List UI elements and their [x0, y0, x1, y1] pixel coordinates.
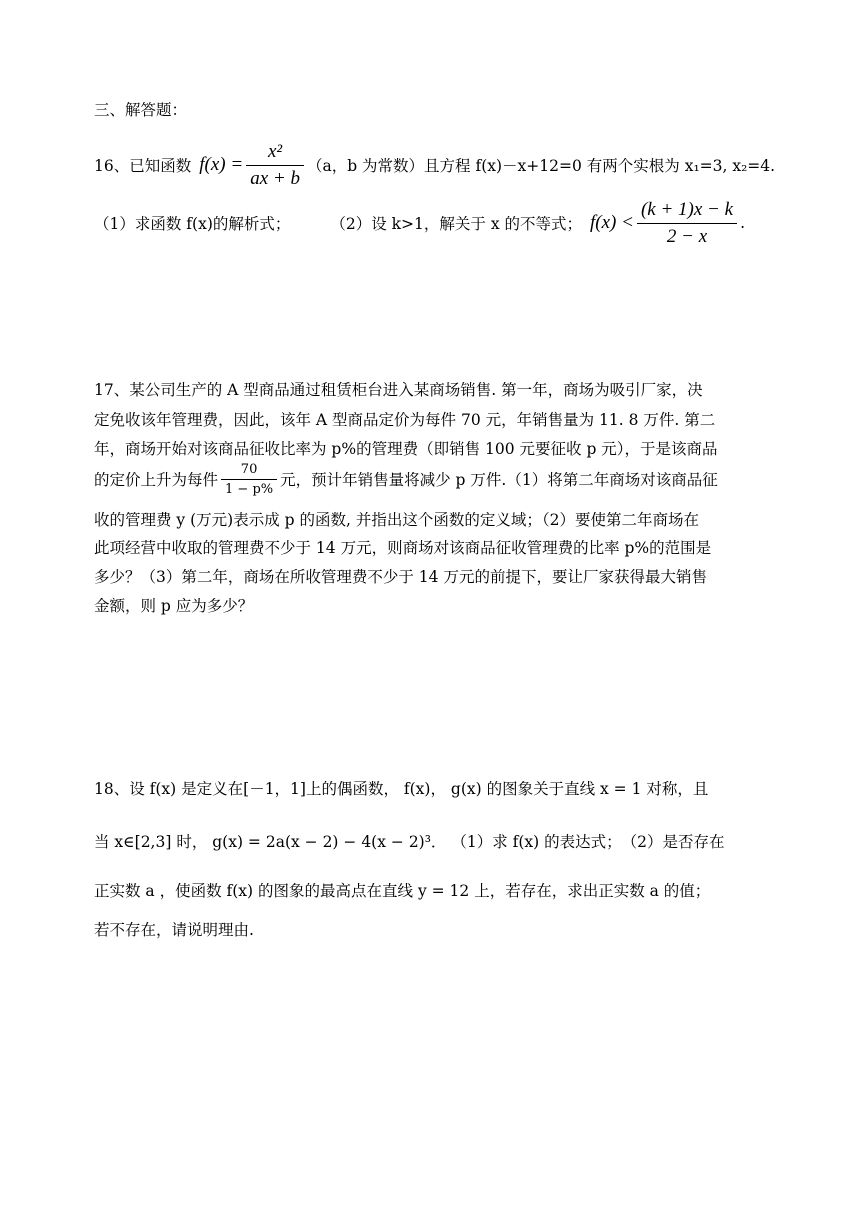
q18-line4: 若不存在，请说明理由. [94, 921, 254, 939]
q16-ineq-num: (k + 1)x − k [637, 199, 737, 224]
q17-line8: 金额，则 p 应为多少？ [94, 597, 254, 615]
q16-number: 16、 [94, 157, 130, 175]
q17-price-fraction [221, 462, 277, 497]
q16-func-lhs: f(x) = [199, 154, 244, 175]
section-title: 三、解答题： [94, 101, 188, 119]
q17-price-den: 1 − p% [225, 481, 274, 497]
q16-line2 [94, 196, 745, 250]
q16-line1 [94, 138, 775, 192]
q16-frac-den: ax + b [250, 167, 300, 189]
q17-line4 [94, 458, 718, 500]
q16-ineq-fraction [637, 199, 737, 248]
q16-ineq-den: 2 − x [666, 225, 708, 247]
q16-frac-num: x² [246, 141, 304, 166]
q17-line5: 收的管理费 y (万元)表示成 p 的函数, 并指出这个函数的定义域；（2）要使第二年商场在 [94, 511, 699, 529]
q17-line4-post: 元，预计年销售量将减少 p 万件.（1）将第二年商场对该商品征 [280, 471, 718, 489]
q16-part1: （1）求函数 f(x)的解析式； [94, 215, 291, 233]
q16-part2: （2）设 k>1，解关于 x 的不等式； [330, 215, 583, 233]
q17-line3: 年，商场开始对该商品征收比率为 p%的管理费（即销售 100 元要征收 p 元），于是该商品 [94, 440, 718, 458]
q16-ineq-lhs: f(x) < [590, 212, 634, 233]
q17-line1: 17、某公司生产的 A 型商品通过租赁柜台进入某商场销售. 第一年，商场为吸引厂家，决 [94, 381, 703, 399]
q16-fraction [246, 141, 304, 190]
q18-line2: 当 x∈[2,3] 时， g(x) = 2a(x − 2) − 4(x − 2)³． （1）求 f(x) 的表达式； （2）是否存在 [94, 833, 725, 851]
q18-line1: 18、设 f(x) 是定义在[－1，1]上的偶函数， f(x)， g(x) 的图象关于直线 x = 1 对称，且 [94, 780, 709, 798]
q17-price-num: 70 [221, 462, 277, 480]
q17-line4-pre: 的定价上升为每件 [94, 471, 219, 489]
q17-line2: 定免收该年管理费，因此，该年 A 型商品定价为每件 70 元，年销售量为 11. 8 万件. 第二 [94, 411, 716, 429]
q16-lead: 已知函数 [129, 157, 192, 175]
q16-condition: （a，b 为常数）且方程 f(x)－x+12=0 有两个实根为 x₁=3, x₂=4. [306, 157, 776, 175]
q17-line7: 多少？（3）第二年，商场在所收管理费不少于 14 万元的前提下，要让厂家获得最大销售 [94, 568, 707, 586]
q16-ineq-end: . [740, 214, 745, 232]
q18-line3: 正实数 a ，使函数 f(x) 的图象的最高点在直线 y = 12 上，若存在，求出正实数 a 的值； [94, 882, 711, 900]
q17-line6: 此项经营中收取的管理费不少于 14 万元，则商场对该商品征收管理费的比率 p%的范围是 [94, 539, 712, 557]
